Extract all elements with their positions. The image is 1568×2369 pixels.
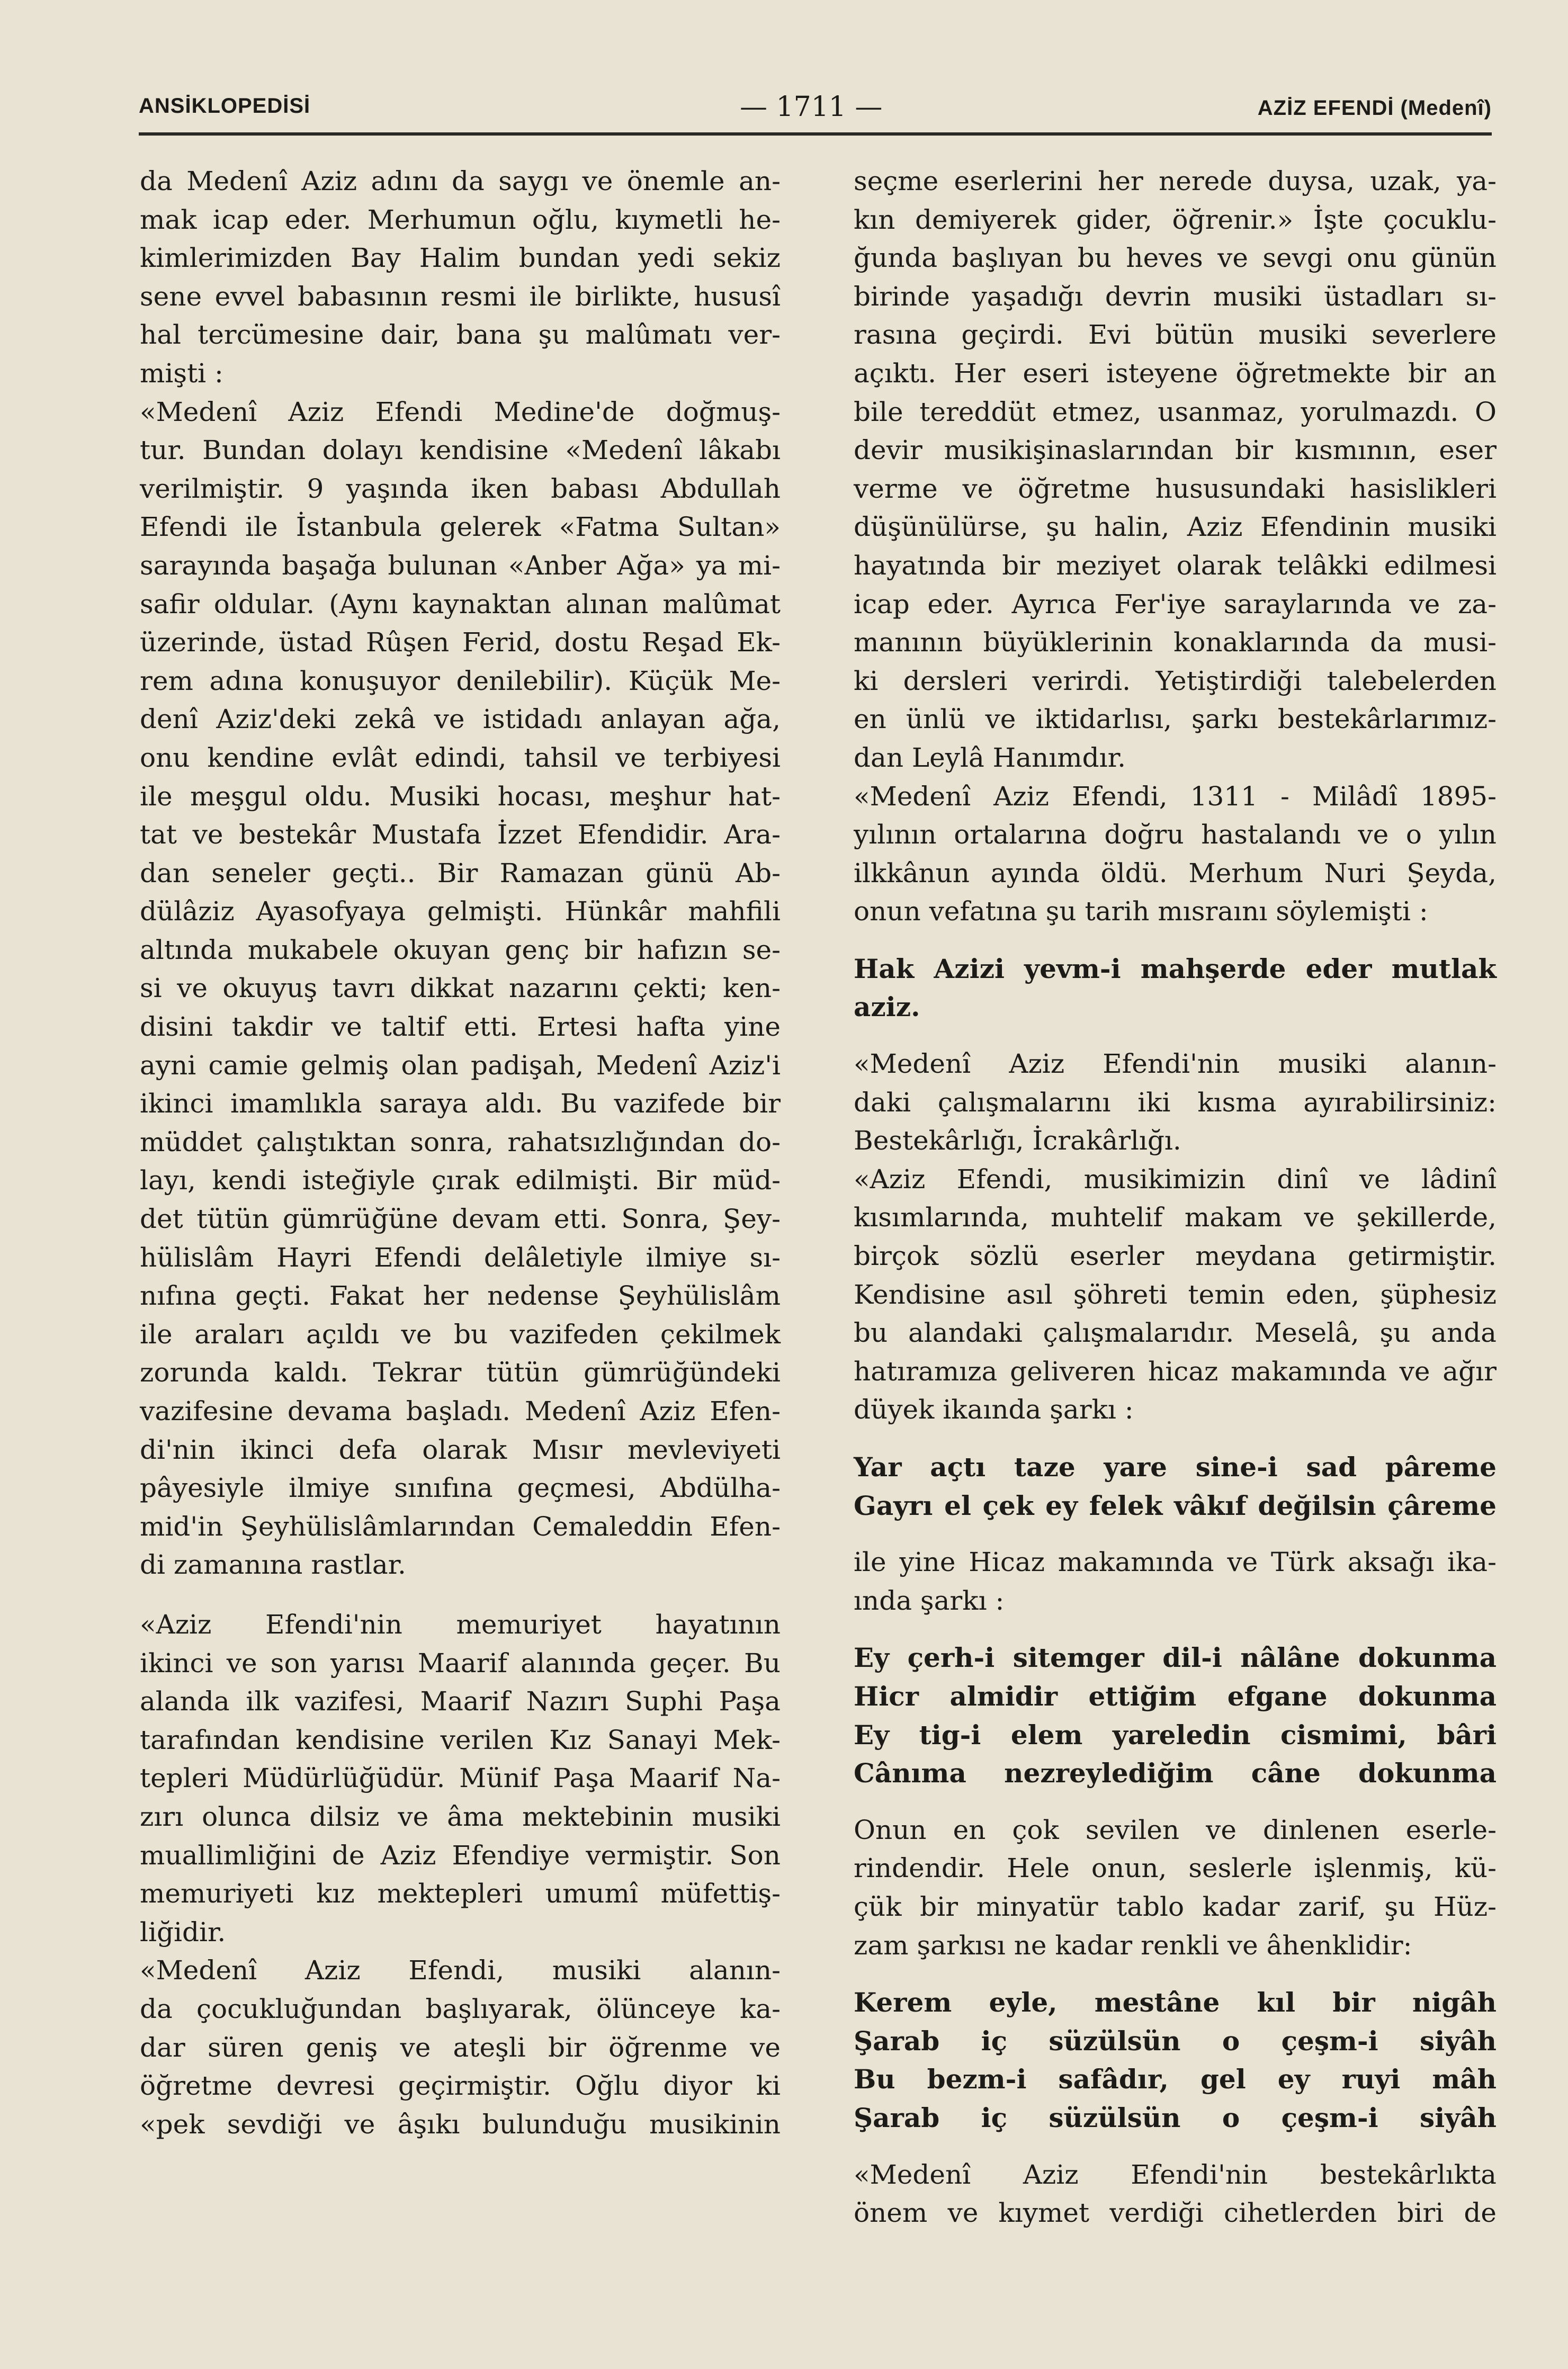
- verse-gap: [854, 1793, 1497, 1811]
- text-line: si ve okuyuş tavrı dikkat nazarını çekti; ken-: [140, 973, 781, 1004]
- verse-gap: [854, 1525, 1497, 1543]
- text-line: zorunda kaldı. Tekrar tütün gümrüğündeki: [140, 1357, 781, 1388]
- text-line: rasına geçirdi. Evi bütün musiki severlere: [854, 319, 1497, 351]
- text-line: pâyesiyle ilmiye sınıfına geçmesi, Abdülha-: [140, 1473, 781, 1504]
- verse-gap: [854, 1964, 1497, 1984]
- text-line: layı, kendi isteğiyle çırak edilmişti. Bir müd-: [140, 1165, 781, 1196]
- text-line: «Aziz Efendi, musikimizin dinî ve lâdinî: [854, 1163, 1497, 1195]
- text-line: mişti :: [140, 357, 223, 389]
- text-line: altında mukabele okuyan genç bir hafızın se-: [140, 934, 781, 965]
- text-line: Onun en çok sevilen ve dinlenen eserle-: [854, 1814, 1497, 1845]
- text-line: kimlerimizden Bay Halim bundan yedi sekiz: [140, 243, 781, 274]
- text-line: bu alandaki çalışmalarıdır. Meselâ, şu anda: [854, 1317, 1497, 1349]
- verse-line: Şarab iç süzülsün o çeşm-i siyâh: [854, 2025, 1497, 2057]
- right-column: [854, 162, 1497, 2232]
- verse-gap: [854, 2138, 1497, 2156]
- verse-block-2: [854, 1448, 1497, 1525]
- text-line: düşünülürse, şu halin, Aziz Efendinin musiki: [854, 512, 1497, 543]
- right-text-block-2: [854, 1045, 1497, 1429]
- text-line: vazifesine devama başladı. Medenî Aziz Efen-: [140, 1396, 781, 1426]
- text-line: açıktı. Her eseri isteyene öğretmekte bir an: [854, 357, 1497, 389]
- text-line: di zamanına rastlar.: [140, 1549, 406, 1581]
- text-line: birinde yaşadığı devrin musiki üstadları sı-: [854, 281, 1497, 312]
- text-line: sene evvel babasının resmi ile birlikte, hususî: [140, 281, 781, 312]
- text-line: safir oldular. (Aynı kaynaktan alınan malûmat: [140, 588, 781, 620]
- text-line: Efendi ile İstanbula gelerek «Fatma Sultan»: [140, 512, 781, 543]
- text-line: manının büyüklerinin konaklarında da musi-: [854, 627, 1497, 658]
- text-line: ilkkânun ayında öldü. Merhum Nuri Şeyda,: [854, 857, 1497, 889]
- left-column: [140, 162, 781, 2143]
- right-text-block-5: [854, 2156, 1497, 2232]
- text-line: det tütün gümrüğüne devam etti. Sonra, Şey-: [140, 1204, 781, 1235]
- text-line: hülislâm Hayri Efendi delâletiyle ilmiye sı-: [140, 1242, 781, 1273]
- right-text-block-1: [854, 162, 1497, 931]
- text-line: memuriyeti kız mektepleri umumî müfettiş-: [140, 1878, 781, 1909]
- text-line: mid'in Şeyhülislâmlarından Cemaleddin Efen-: [140, 1511, 781, 1542]
- text-line: disini takdir ve taltif etti. Ertesi hafta yine: [140, 1011, 781, 1043]
- verse-line: Hak Azizi yevm-i mahşerde eder mutlak aziz.: [854, 953, 1497, 1023]
- text-line: onu kendine evlât edindi, tahsil ve terbiyesi: [140, 742, 781, 773]
- verse-line: Ey çerh-i sitemger dil-i nâlâne dokunma: [854, 1642, 1497, 1674]
- text-line: «pek sevdiği ve âşıkı bulunduğu musikinin: [140, 2108, 781, 2140]
- verse-line: Kerem eyle, mestâne kıl bir nigâh: [854, 1987, 1497, 2018]
- text-line: di'nin ikinci defa olarak Mısır mevleviyeti: [140, 1434, 781, 1465]
- text-line: icap eder. Ayrıca Fer'iye saraylarında ve za-: [854, 588, 1497, 620]
- text-line: çük bir minyatür tablo kadar zarif, şu Hüz-: [854, 1891, 1497, 1922]
- page-number: — 1711 —: [740, 91, 883, 123]
- text-line: «Aziz Efendi'nin memuriyet hayatının: [140, 1609, 781, 1640]
- text-line: onun vefatına şu tarih mısraını söylemişti :: [854, 896, 1428, 927]
- text-line: hatıramıza geliveren hicaz makamında ve ağır: [854, 1356, 1497, 1387]
- text-line: «Medenî Aziz Efendi, musiki alanın-: [140, 1955, 781, 1986]
- text-line: ile meşgul oldu. Musiki hocası, meşhur hat-: [140, 780, 781, 812]
- text-line: denî Aziz'deki zekâ ve istidadı anlayan ağa,: [140, 704, 781, 735]
- text-line: dan seneler geçti.. Bir Ramazan günü Ab-: [140, 857, 781, 889]
- text-line: tur. Bundan dolayı kendisine «Medenî lâkabı: [140, 435, 781, 466]
- text-line: zam şarkısı ne kadar renkli ve âhenklidir:: [854, 1930, 1412, 1961]
- left-text-block-1: [140, 162, 781, 1584]
- text-line: ile araları açıldı ve bu vazifeden çekilmek: [140, 1318, 781, 1350]
- verse-line: Gayrı el çek ey felek vâkıf değilsin çâreme: [854, 1489, 1497, 1521]
- verse-line: Yar açtı taze yare sine-i sad pâreme: [854, 1451, 1497, 1483]
- text-line: üzerinde, üstad Rûşen Ferid, dostu Reşad Ek-: [140, 627, 781, 658]
- text-line: rem adına konuşuyor denilebilir). Küçük Me-: [140, 665, 781, 696]
- text-line: tarafından kendisine verilen Kız Sanayi Mek-: [140, 1724, 781, 1755]
- text-line: yılının ortalarına doğru hastalandı ve o yılın: [854, 819, 1497, 850]
- text-line: liğidir.: [140, 1916, 226, 1948]
- verse-line: Cânıma nezreylediğim câne dokunma: [854, 1757, 1497, 1789]
- text-line: daki çalışmalarını iki kısma ayırabilirsiniz:: [854, 1087, 1497, 1118]
- verse-block-1: [854, 950, 1497, 1027]
- text-line: birçok sözlü eserler meydana getirmiştir.: [854, 1241, 1497, 1272]
- text-line: zırı olunca dilsiz ve âma mektebinin musiki: [140, 1801, 781, 1832]
- text-line: dan Leylâ Hanımdır.: [854, 742, 1126, 773]
- text-line: önem ve kıymet verdiği cihetlerden biri de: [854, 2197, 1497, 2229]
- text-line: mak icap eder. Merhumun oğlu, kıymetli he-: [140, 204, 781, 235]
- text-line: da çocukluğundan başlıyarak, ölünceye ka-: [140, 1993, 781, 2024]
- header-left-title: ANSİKLOPEDİSİ: [139, 94, 311, 118]
- text-line: «Medenî Aziz Efendi, 1311 - Milâdî 1895-: [854, 780, 1497, 812]
- verse-gap: [854, 1620, 1497, 1639]
- text-line: kısımlarında, muhtelif makam ve şekillerde,: [854, 1202, 1497, 1233]
- text-line: ında şarkı :: [854, 1585, 1005, 1616]
- verse-line: Ey tig-i elem yareledin cismimi, bâri: [854, 1719, 1497, 1751]
- text-line: tat ve bestekâr Mustafa İzzet Efendidir. Ara-: [140, 819, 781, 850]
- text-line: ikinci imamlıkla saraya aldı. Bu vazifede bir: [140, 1088, 781, 1119]
- right-text-block-3: [854, 1543, 1497, 1620]
- text-line: ki dersleri verirdi. Yetiştirdiği talebelerden: [854, 665, 1497, 696]
- text-line: bile tereddüt etmez, usanmaz, yorulmazdı. O: [854, 396, 1497, 427]
- header-right-title: AZİZ EFENDİ (Medenî): [1257, 96, 1492, 120]
- verse-gap: [854, 1027, 1497, 1045]
- right-text-block-4: [854, 1811, 1497, 1964]
- header-rule: [139, 132, 1492, 136]
- text-line: düyek ikaında şarkı :: [854, 1394, 1134, 1425]
- text-line: nıfına geçti. Fakat her nedense Şeyhülislâm: [140, 1280, 781, 1312]
- text-line: «Medenî Aziz Efendi'nin bestekârlıkta: [854, 2159, 1497, 2190]
- text-line: dar süren geniş ve ateşli bir öğrenme ve: [140, 2032, 781, 2063]
- verse-line: Şarab iç süzülsün o çeşm-i siyâh: [854, 2102, 1497, 2133]
- text-line: devir musikişinaslarından bir kısmının, eser: [854, 435, 1497, 466]
- text-line: ikinci ve son yarısı Maarif alanında geçer. Bu: [140, 1647, 781, 1679]
- text-line: verme ve öğretme hususundaki hasislikleri: [854, 473, 1497, 504]
- text-line: muallimliğini de Aziz Efendiye vermiştir. Son: [140, 1839, 781, 1871]
- verse-line: Hicr almidir ettiğim efgane dokunma: [854, 1680, 1497, 1712]
- verse-line: Bu bezm-i safâdır, gel ey ruyi mâh: [854, 2063, 1497, 2095]
- text-line: dülâziz Ayasofyaya gelmişti. Hünkâr mahfili: [140, 896, 781, 927]
- text-line: müddet çalıştıktan sonra, rahatsızlığından do-: [140, 1126, 781, 1157]
- text-line: da Medenî Aziz adını da saygı ve önemle an-: [140, 166, 781, 196]
- text-line: «Medenî Aziz Efendi'nin musiki alanın-: [854, 1048, 1497, 1080]
- left-text-block-2: [140, 1605, 781, 2143]
- text-line: öğretme devresi geçirmiştir. Oğlu diyor ki: [140, 2070, 781, 2102]
- text-line: ayni camie gelmiş olan padişah, Medenî Aziz'i: [140, 1049, 781, 1081]
- text-line: ğunda başlıyan bu heves ve sevgi onu günün: [854, 243, 1497, 274]
- text-line: alanda ilk vazifesi, Maarif Nazırı Suphi Paşa: [140, 1686, 781, 1717]
- paragraph-gap: [140, 1584, 781, 1605]
- text-line: Bestekârlığı, İcrakârlığı.: [854, 1125, 1181, 1156]
- text-line: rindendir. Hele onun, seslerle işlenmiş, kü-: [854, 1853, 1497, 1884]
- text-line: seçme eserlerini her nerede duysa, uzak, ya-: [854, 166, 1497, 196]
- verse-block-4: [854, 1984, 1497, 2137]
- text-line: en ünlü ve iktidarlısı, şarkı bestekârlarımız-: [854, 704, 1497, 735]
- text-line: kın demiyerek gider, öğrenir.» İşte çocuklu-: [854, 204, 1497, 235]
- text-line: Kendisine asıl şöhreti temin eden, şüphesiz: [854, 1279, 1497, 1310]
- text-line: sarayında başağa bulunan «Anber Ağa» ya mi-: [140, 550, 781, 581]
- text-line: «Medenî Aziz Efendi Medine'de doğmuş-: [140, 396, 781, 427]
- text-line: hal tercümesine dair, bana şu malûmatı ver-: [140, 319, 781, 351]
- page-header: [139, 84, 1492, 131]
- text-line: hayatında bir meziyet olarak telâkki edilmesi: [854, 550, 1497, 581]
- verse-block-3: [854, 1639, 1497, 1792]
- verse-gap: [854, 931, 1497, 950]
- text-line: verilmiştir. 9 yaşında iken babası Abdullah: [140, 473, 781, 504]
- text-line: tepleri Müdürlüğüdür. Münif Paşa Maarif Na-: [140, 1763, 781, 1794]
- text-line: ile yine Hicaz makamında ve Türk aksağı ika-: [854, 1547, 1497, 1578]
- verse-gap: [854, 1429, 1497, 1448]
